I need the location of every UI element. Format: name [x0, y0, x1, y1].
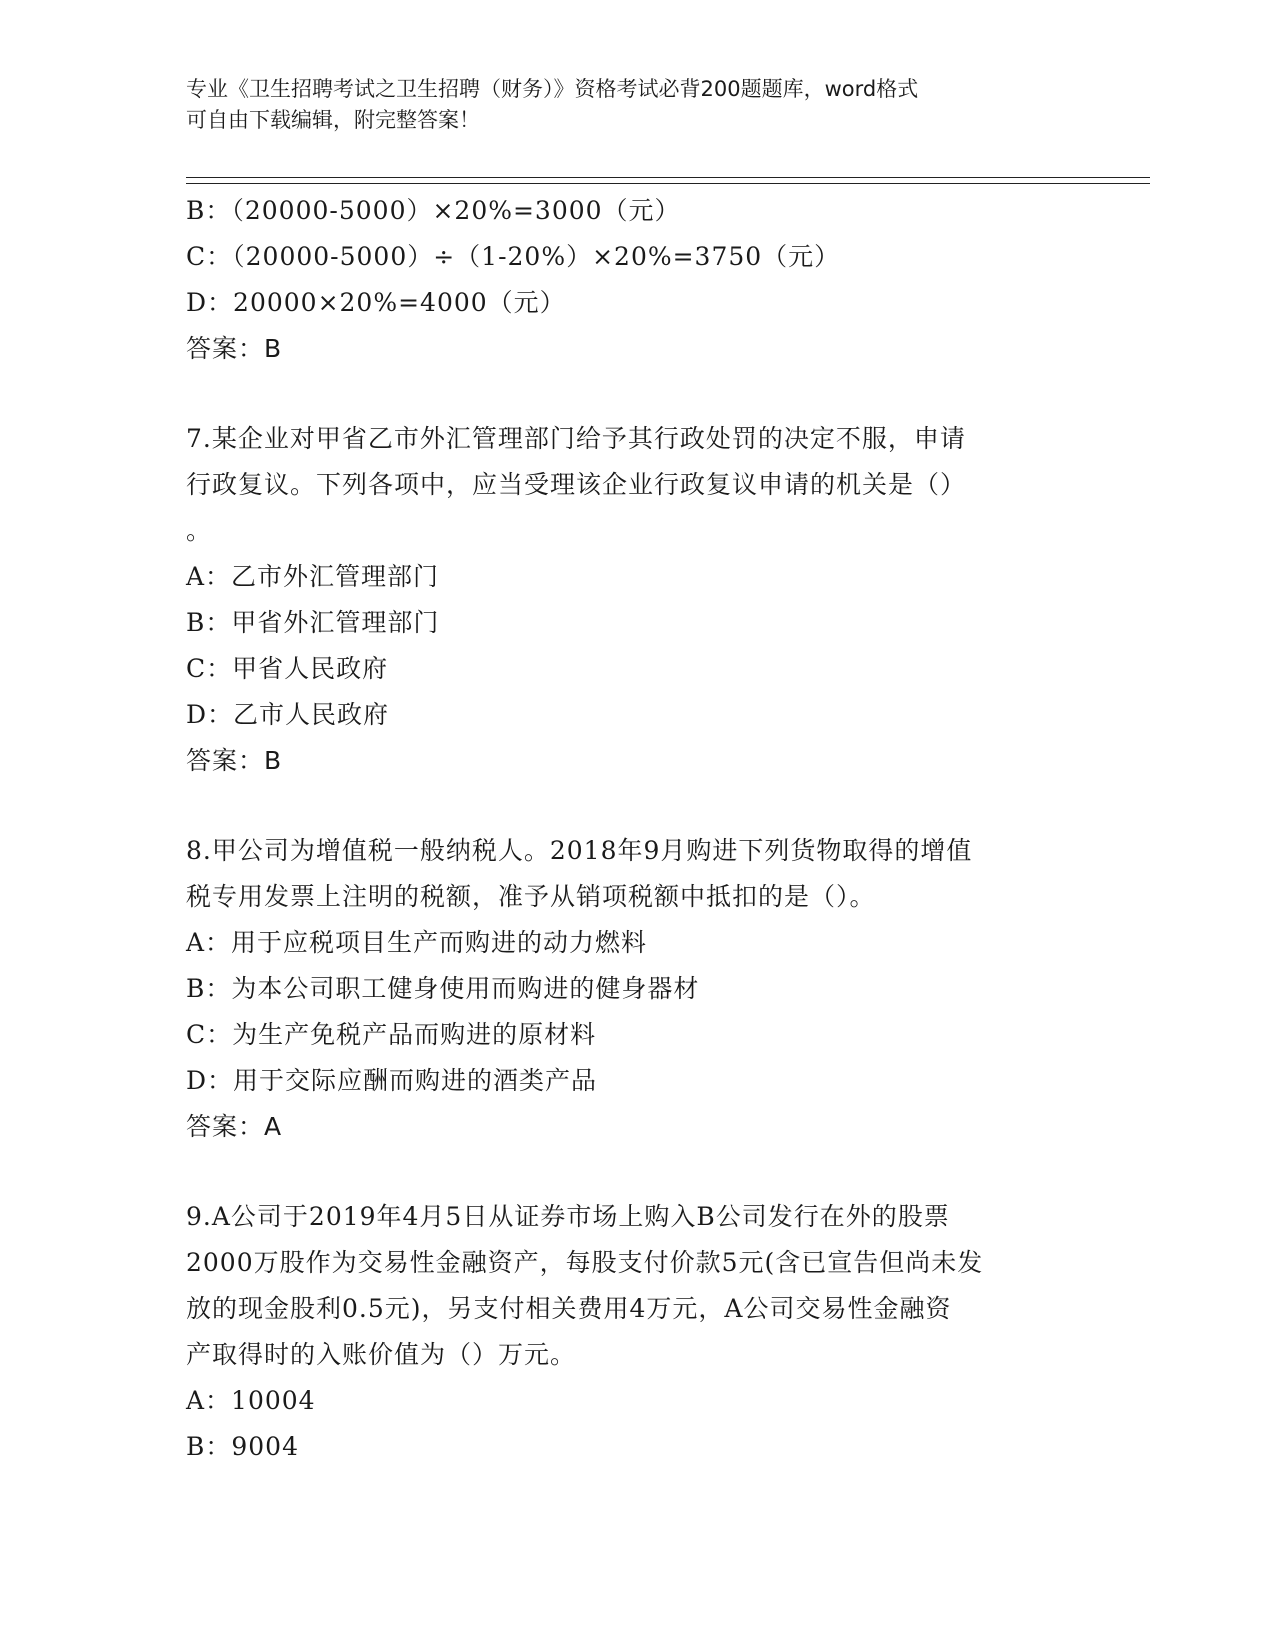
q6-option-b: B：（20000-5000）×20%=3000（元） — [186, 196, 681, 225]
q7-stem-line-3: 。 — [186, 516, 213, 545]
question-6-tail — [186, 188, 1086, 372]
q8-stem-line-1: 8.甲公司为增值税一般纳税人。2018年9月购进下列货物取得的增值 — [186, 836, 973, 865]
q8-option-b: B：为本公司职工健身使用而购进的健身器材 — [186, 974, 700, 1003]
q9-option-a: A：10004 — [186, 1386, 316, 1415]
q9-stem-line-2: 2000万股作为交易性金融资产，每股支付价款5元(含已宣告但尚未发 — [186, 1248, 984, 1277]
question-9 — [186, 1194, 1086, 1470]
q6-option-d: D：20000×20%=4000（元） — [186, 288, 566, 317]
q9-stem-line-3: 放的现金股利0.5元)，另支付相关费用4万元，A公司交易性金融资 — [186, 1294, 952, 1323]
header-divider-top — [186, 177, 1150, 178]
q7-stem-line-1: 7.某企业对甲省乙市外汇管理部门给予其行政处罚的决定不服，申请 — [186, 424, 966, 453]
q7-option-a: A：乙市外汇管理部门 — [186, 562, 440, 591]
header-divider-bottom — [186, 183, 1150, 184]
q7-option-d: D：乙市人民政府 — [186, 700, 390, 729]
question-7 — [186, 416, 1086, 784]
q8-answer: 答案：A — [186, 1112, 283, 1141]
header-title-line-1: 专业《卫生招聘考试之卫生招聘（财务）》资格考试必背200题题库，word格式 — [186, 77, 919, 101]
spacer — [186, 784, 1086, 828]
q8-option-d: D：用于交际应酬而购进的酒类产品 — [186, 1066, 598, 1095]
q7-answer: 答案：B — [186, 746, 283, 775]
q8-option-c: C：为生产免税产品而购进的原材料 — [186, 1020, 597, 1049]
q9-stem-line-4: 产取得时的入账价值为（）万元。 — [186, 1340, 577, 1369]
q7-stem-line-2: 行政复议。下列各项中，应当受理该企业行政复议申请的机关是（） — [186, 470, 967, 499]
spacer — [186, 1150, 1086, 1194]
q8-stem-line-2: 税专用发票上注明的税额，准予从销项税额中抵扣的是（）。 — [186, 882, 876, 911]
document-header — [186, 74, 1086, 136]
q7-option-c: C：甲省人民政府 — [186, 654, 389, 683]
q7-option-b: B：甲省外汇管理部门 — [186, 608, 440, 637]
q9-option-b: B：9004 — [186, 1432, 299, 1461]
question-8 — [186, 828, 1086, 1150]
q6-option-c: C：（20000-5000）÷（1-20%）×20%=3750（元） — [186, 242, 841, 271]
q9-stem-line-1: 9.A公司于2019年4月5日从证券市场上购入B公司发行在外的股票 — [186, 1202, 950, 1231]
q8-option-a: A：用于应税项目生产而购进的动力燃料 — [186, 928, 648, 957]
header-title-line-2: 可自由下载编辑，附完整答案！ — [186, 108, 480, 132]
document-body — [186, 188, 1086, 1470]
q6-answer: 答案：B — [186, 334, 283, 363]
spacer — [186, 372, 1086, 416]
